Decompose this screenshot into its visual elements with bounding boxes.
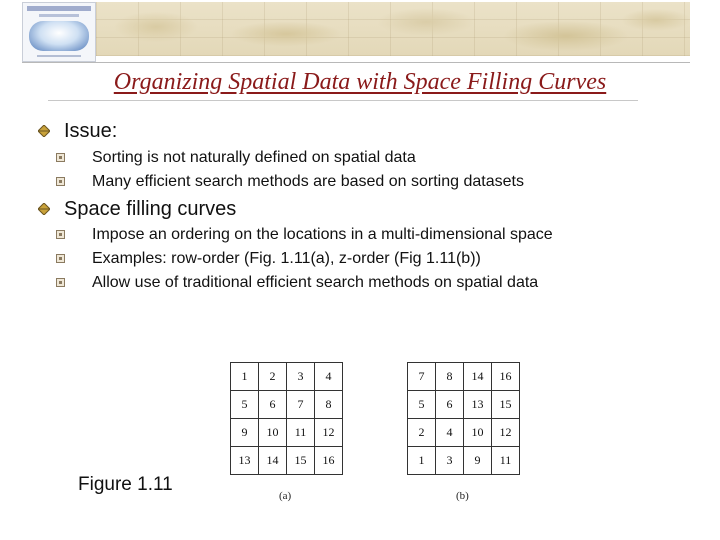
grid-cell: 15 xyxy=(287,447,315,475)
figure-label: Figure 1.11 xyxy=(78,474,173,495)
grid-cell: 1 xyxy=(231,363,259,391)
grid-cell: 7 xyxy=(408,363,436,391)
grid-row xyxy=(408,447,520,475)
grid-cell: 14 xyxy=(464,363,492,391)
grid-cell: 3 xyxy=(287,363,315,391)
grid-cell: 14 xyxy=(259,447,287,475)
sub-bullet-text: Examples: row-order (Fig. 1.11(a), z-order (Fig 1.11(b)) xyxy=(92,250,481,267)
logo-cloud-image xyxy=(29,21,89,51)
grid-row xyxy=(231,391,343,419)
square-bullet-icon xyxy=(56,278,65,287)
square-bullet-icon xyxy=(56,177,65,186)
grid-cell: 11 xyxy=(492,447,520,475)
bullet-text: Space filling curves xyxy=(64,198,237,220)
grid-cell: 16 xyxy=(492,363,520,391)
grid-cell: 10 xyxy=(259,419,287,447)
sub-bullet-text: Sorting is not naturally defined on spatial data xyxy=(92,149,416,166)
z-order-grid xyxy=(407,362,520,475)
sub-bullet-text: Impose an ordering on the locations in a multi-dimensional space xyxy=(92,226,553,243)
grid-cell: 12 xyxy=(492,419,520,447)
grid-cell: 5 xyxy=(408,391,436,419)
grid-a-caption: (a) xyxy=(279,490,292,502)
university-logo xyxy=(22,2,96,62)
grid-cell: 6 xyxy=(259,391,287,419)
diamond-bullet-icon xyxy=(38,125,50,137)
grid-cell: 8 xyxy=(436,363,464,391)
slide-title: Organizing Spatial Data with Space Filling Curves xyxy=(113,69,607,95)
grid-cell: 10 xyxy=(464,419,492,447)
grid-cell: 8 xyxy=(315,391,343,419)
title-divider xyxy=(48,100,638,101)
grid-row xyxy=(408,391,520,419)
grid-cell: 15 xyxy=(492,391,520,419)
grid-cell: 4 xyxy=(436,419,464,447)
grid-row xyxy=(231,419,343,447)
header-divider xyxy=(22,62,690,63)
grid-row xyxy=(231,363,343,391)
grid-cell: 3 xyxy=(436,447,464,475)
logo-subtitle-mark xyxy=(39,14,79,17)
grid-b-caption: (b) xyxy=(456,490,469,502)
grid-cell: 5 xyxy=(231,391,259,419)
grid-row xyxy=(231,447,343,475)
square-bullet-icon xyxy=(56,153,65,162)
grid-cell: 6 xyxy=(436,391,464,419)
logo-title-mark xyxy=(27,6,91,11)
sub-bullet-text: Allow use of traditional efficient search methods on spatial data xyxy=(92,274,539,291)
grid-cell: 9 xyxy=(464,447,492,475)
grid-cell: 2 xyxy=(408,419,436,447)
grid-cell: 16 xyxy=(315,447,343,475)
grid-cell: 2 xyxy=(259,363,287,391)
grid-cell: 1 xyxy=(408,447,436,475)
grid-cell: 4 xyxy=(315,363,343,391)
bullet-text: Issue: xyxy=(64,120,118,142)
grid-cell: 13 xyxy=(231,447,259,475)
grid-cell: 13 xyxy=(464,391,492,419)
logo-footer-mark xyxy=(37,55,81,57)
grid-row xyxy=(408,363,520,391)
square-bullet-icon xyxy=(56,230,65,239)
grid-cell: 7 xyxy=(287,391,315,419)
header-banner xyxy=(96,2,690,56)
diamond-bullet-icon xyxy=(38,203,50,215)
row-order-grid xyxy=(230,362,343,475)
grid-row xyxy=(408,419,520,447)
grid-cell: 9 xyxy=(231,419,259,447)
grid-cell: 12 xyxy=(315,419,343,447)
grid-cell: 11 xyxy=(287,419,315,447)
sub-bullet-text: Many efficient search methods are based on sorting datasets xyxy=(92,173,524,190)
square-bullet-icon xyxy=(56,254,65,263)
